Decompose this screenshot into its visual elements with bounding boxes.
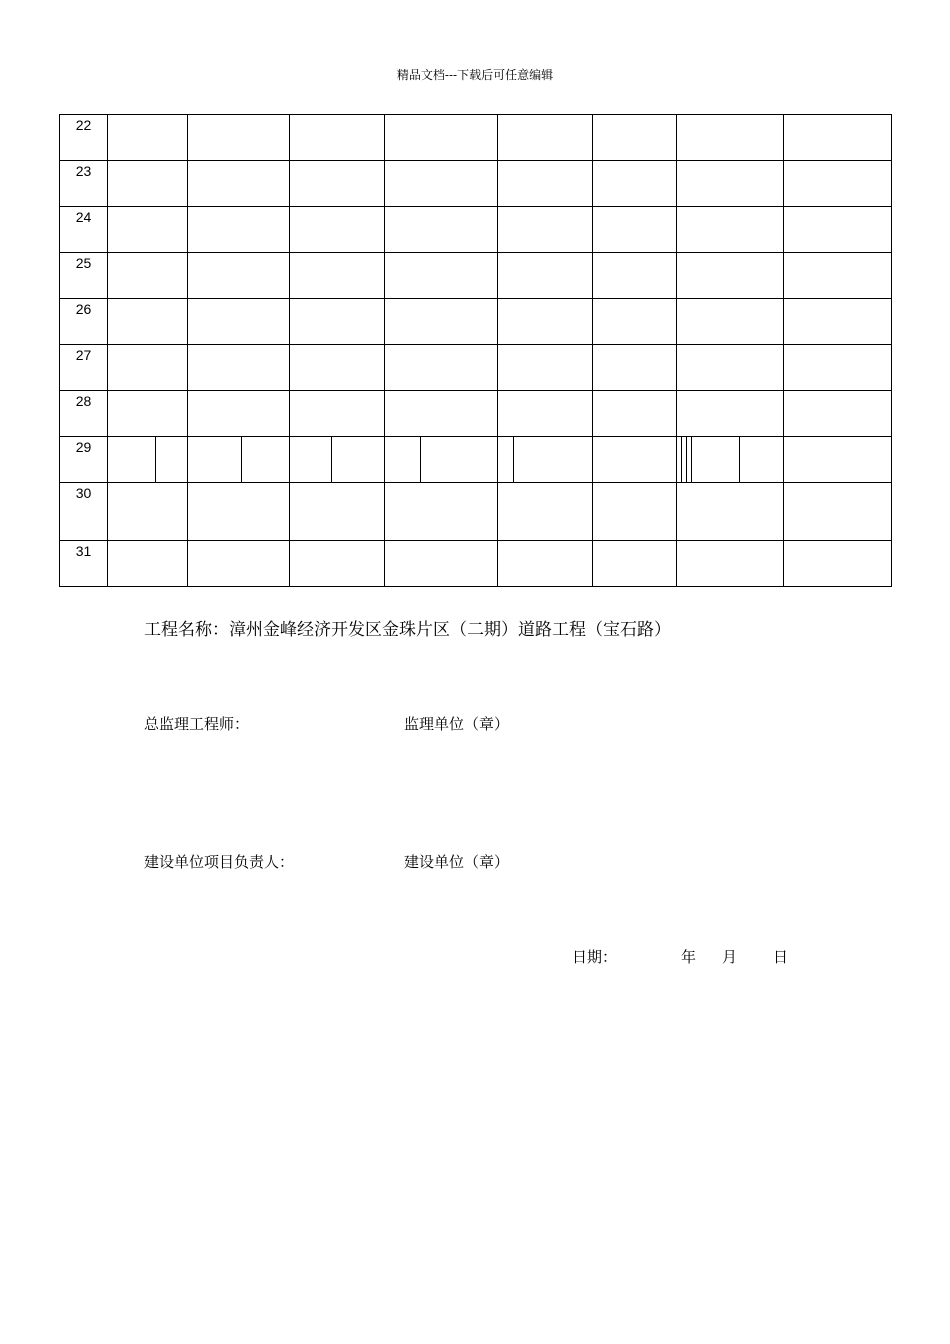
table-cell [498,207,593,253]
table-cell [498,161,593,207]
cell-divider [739,436,740,483]
table-cell [290,115,385,161]
cell-divider [331,436,332,483]
table-row [60,115,892,161]
day-number: 26 [60,299,108,345]
table-cell [784,437,892,483]
date-day: 日 [773,948,789,966]
table-cell [593,207,677,253]
table-cell [498,483,593,541]
table-row [60,299,892,345]
table-cell [188,115,290,161]
table-cell [385,483,498,541]
table-cell [188,299,290,345]
table-cell [290,299,385,345]
table-cell [498,391,593,437]
table-cell [498,299,593,345]
table-cell [498,437,593,483]
table-cell [290,541,385,587]
table-row [60,161,892,207]
day-number: 23 [60,161,108,207]
table-cell [188,253,290,299]
table-row [60,483,892,541]
owner-representative-label: 建设单位项目负责人： [144,853,295,871]
table-cell [385,437,498,483]
table-cell [677,483,784,541]
table-cell [677,253,784,299]
cell-divider [513,436,514,483]
table-cell [784,115,892,161]
table-cell [784,207,892,253]
table-cell [498,115,593,161]
cell-divider [241,436,242,483]
date-label: 日期： [572,948,618,966]
table-cell [593,161,677,207]
project-name: 工程名称：漳州金峰经济开发区金珠片区（二期）道路工程（宝石路） [144,620,671,640]
table-cell [108,437,188,483]
table-cell [593,299,677,345]
table-cell [677,299,784,345]
table-cell [677,207,784,253]
table-row [60,253,892,299]
table-cell [593,483,677,541]
table-cell [290,483,385,541]
supervision-unit-label: 监理单位（章） [404,715,510,733]
table-cell [188,437,290,483]
chief-engineer-label: 总监理工程师： [144,715,250,733]
table-cell [385,207,498,253]
table-row [60,391,892,437]
table-cell [108,391,188,437]
table-cell [108,253,188,299]
table-cell [784,161,892,207]
table-cell [677,437,784,483]
table-cell [498,541,593,587]
table-cell [188,345,290,391]
table-cell [290,207,385,253]
table-cell [108,299,188,345]
table-cell [385,391,498,437]
day-number: 24 [60,207,108,253]
table-cell [108,115,188,161]
table-cell [677,115,784,161]
table-row [60,437,892,483]
table-cell [385,541,498,587]
table-cell [188,207,290,253]
table-cell [290,437,385,483]
table-cell [290,161,385,207]
table-cell [108,483,188,541]
owner-unit-label: 建设单位（章） [404,853,510,871]
table-cell [593,437,677,483]
table-cell [290,391,385,437]
table-cell [385,345,498,391]
table-cell [677,391,784,437]
day-number: 30 [60,483,108,541]
cell-divider [155,436,156,483]
table-cell [677,345,784,391]
table-cell [677,161,784,207]
cell-divider [691,436,692,483]
table-cell [784,391,892,437]
date-month: 月 [722,948,738,966]
table-cell [784,483,892,541]
table-row [60,541,892,587]
table-row [60,207,892,253]
table-cell [108,207,188,253]
table-cell [385,253,498,299]
table-cell [593,253,677,299]
table-cell [677,541,784,587]
table-cell [188,391,290,437]
table-cell [108,161,188,207]
day-number: 29 [60,437,108,483]
table-cell [784,253,892,299]
date-year: 年 [681,948,697,966]
table-cell [290,253,385,299]
table-cell [784,299,892,345]
table-cell [593,115,677,161]
table-cell [385,161,498,207]
table-cell [593,391,677,437]
table-row [60,345,892,391]
day-number: 25 [60,253,108,299]
daily-log-table [59,114,892,587]
table-cell [498,345,593,391]
table-cell [498,253,593,299]
table-cell [593,345,677,391]
table-cell [385,299,498,345]
table-cell [784,345,892,391]
table-cell [385,115,498,161]
table-cell [593,541,677,587]
header-note: 精品文档---下载后可任意编辑 [396,68,554,82]
table-cell [188,483,290,541]
day-number: 22 [60,115,108,161]
table-cell [784,541,892,587]
table-cell [108,541,188,587]
day-number: 27 [60,345,108,391]
cell-divider [420,436,421,483]
day-number: 28 [60,391,108,437]
table-cell [188,161,290,207]
table-cell [290,345,385,391]
day-number: 31 [60,541,108,587]
table-cell [188,541,290,587]
table-cell [108,345,188,391]
